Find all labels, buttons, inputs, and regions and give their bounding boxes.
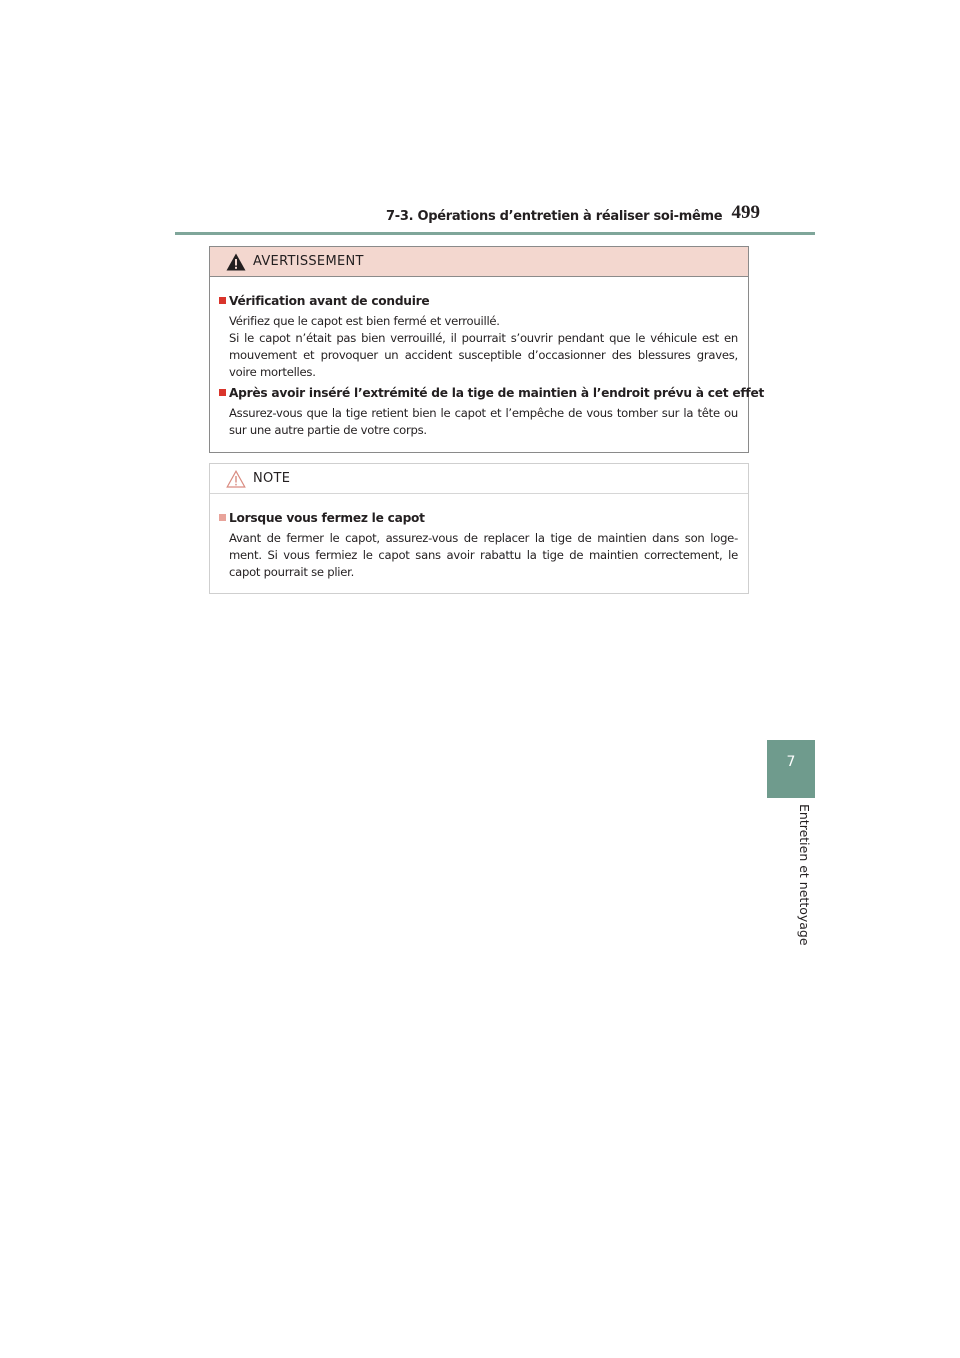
- note-heading: NOTE: [253, 471, 291, 486]
- warning-heading: AVERTISSEMENT: [253, 254, 364, 269]
- warning-item-title: Vérification avant de conduire: [220, 293, 738, 310]
- note-item-text: Avant de fermer le capot, assurez-vous de replacer la tige de maintien dans son loge-ment. Si vous fermiez le capot sans avoir rabattu la tige de maintien correctement, le capot pourrait se plier.: [229, 531, 738, 579]
- warning-body: [210, 277, 765, 439]
- warning-item-text: Si le capot n’était pas bien verrouillé, il pourrait s’ouvrir pendant que le véhicule est en mouvement et provoquer un accident susceptible d’occasionner des blessures graves, voire mortelles.: [229, 331, 738, 379]
- note-item-title: Lorsque vous fermez le capot: [220, 510, 738, 527]
- note-body: [210, 494, 748, 581]
- square-bullet-icon: [219, 297, 226, 304]
- header-rule: [175, 232, 815, 235]
- warning-box: [209, 246, 765, 453]
- section-title: 7-3. Opérations d’entretien à réaliser soi-même: [386, 209, 723, 224]
- warning-triangle-icon: [226, 253, 246, 271]
- chapter-tab: 7: [767, 740, 815, 798]
- warning-item-text: Vérifiez que le capot est bien fermé et verrouillé.: [229, 314, 500, 328]
- chapter-title: Entretien et nettoyage: [797, 804, 812, 946]
- note-header: [210, 464, 748, 494]
- warning-item-text: Assurez-vous que la tige retient bien le capot et l’empêche de vous tomber sur la tête ou sur une autre partie de votre corps.: [229, 406, 738, 437]
- square-bullet-icon: [219, 389, 226, 396]
- page-number: 499: [731, 202, 760, 223]
- square-bullet-icon: [219, 514, 226, 521]
- note-box: [209, 463, 749, 594]
- caution-triangle-outline-icon: [226, 470, 246, 488]
- warning-header: [210, 247, 748, 277]
- warning-item-title: Après avoir inséré l’extrémité de la tige de maintien à l’endroit prévu à cet effet: [220, 385, 738, 402]
